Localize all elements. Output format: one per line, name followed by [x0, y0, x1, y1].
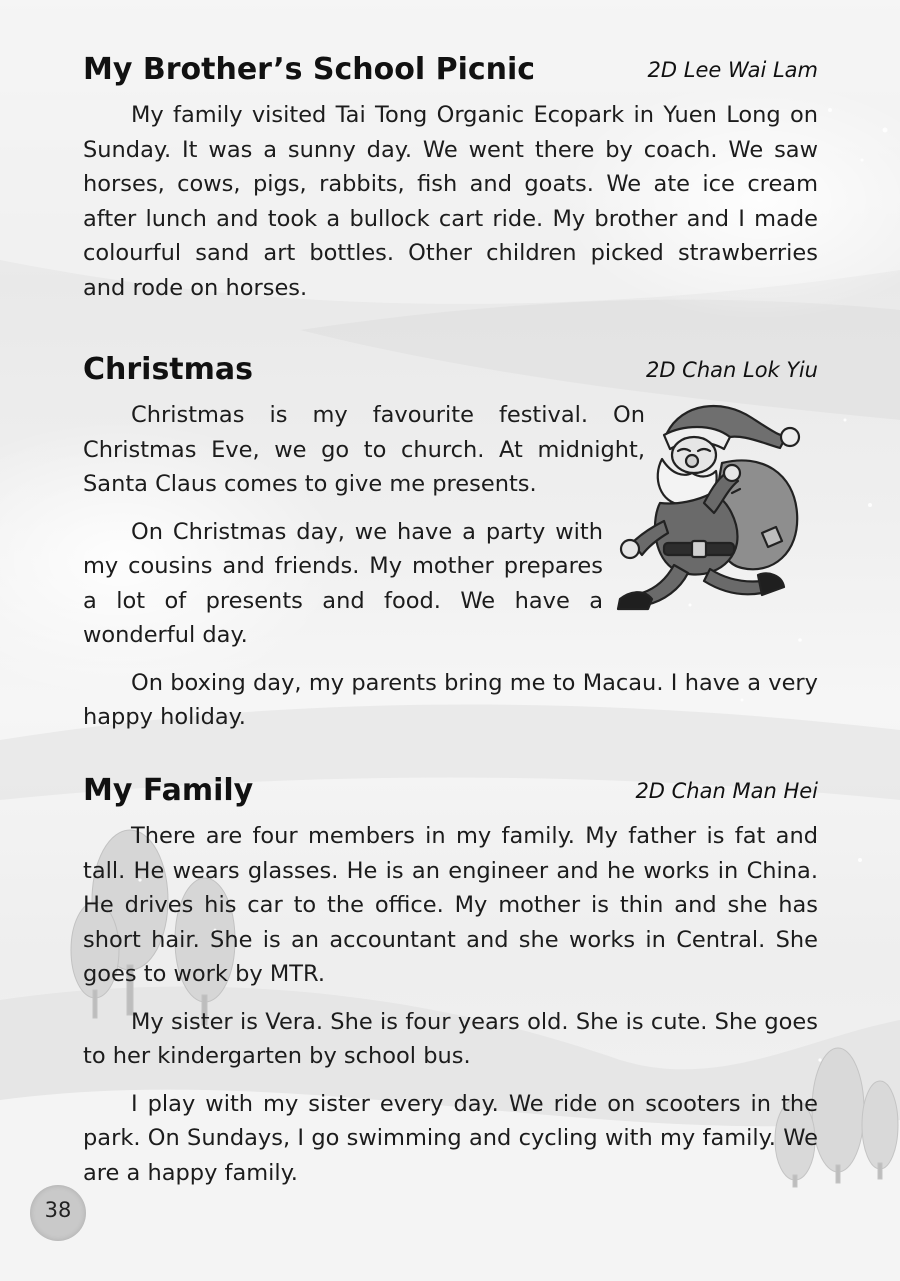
article-author: 2D Chan Man Hei	[635, 779, 818, 803]
article-paragraph: My sister is Vera. She is four years old. She is cute. She goes to her kindergarten by school bus.	[83, 1008, 818, 1069]
article-paragraph: On Christmas day, we have a party with my cousins and friends. My mother prepares a lot of presents and food. We have a wonderful day.	[83, 518, 603, 648]
article-paragraph: There are four members in my family. My father is fat and tall. He wears glasses. He is an engineer and he works in China. He drives his car to the office. My mother is thin and she has short hair. She is an accountant and she works in Central. She goes to work by MTR.	[83, 823, 818, 987]
article-author: 2D Lee Wai Lam	[647, 58, 818, 82]
page-number: 38	[44, 1198, 72, 1222]
article-title: My Family	[83, 773, 254, 808]
article-brothers-school-picnic	[83, 52, 818, 318]
article-author: 2D Chan Lok Yiu	[645, 358, 818, 382]
article-paragraph: Christmas is my favourite festival. On Christmas Eve, we go to church. At midnight, Santa Claus comes to give me presents.	[83, 402, 645, 497]
article-my-family	[83, 773, 818, 1203]
article-paragraph: On boxing day, my parents bring me to Macau. I have a very happy holiday.	[83, 669, 818, 730]
article-title: Christmas	[83, 352, 254, 387]
article-paragraph: I play with my sister every day. We ride on scooters in the park. On Sundays, I go swimming and cycling with my family. We are a happy family.	[83, 1090, 818, 1186]
article-title: My Brother’s School Picnic	[83, 52, 536, 87]
article-paragraph: My family visited Tai Tong Organic Ecopark in Yuen Long on Sunday. It was a sunny day. We went there by coach. We saw horses, cows, pigs, rabbits, fish and goats. We ate ice cream after lunch and took a bullock cart ride. My brother and I made colourful sand art bottles. Other children picked strawberries and rode on horses.	[83, 102, 818, 301]
santa-claus-icon	[612, 393, 802, 617]
